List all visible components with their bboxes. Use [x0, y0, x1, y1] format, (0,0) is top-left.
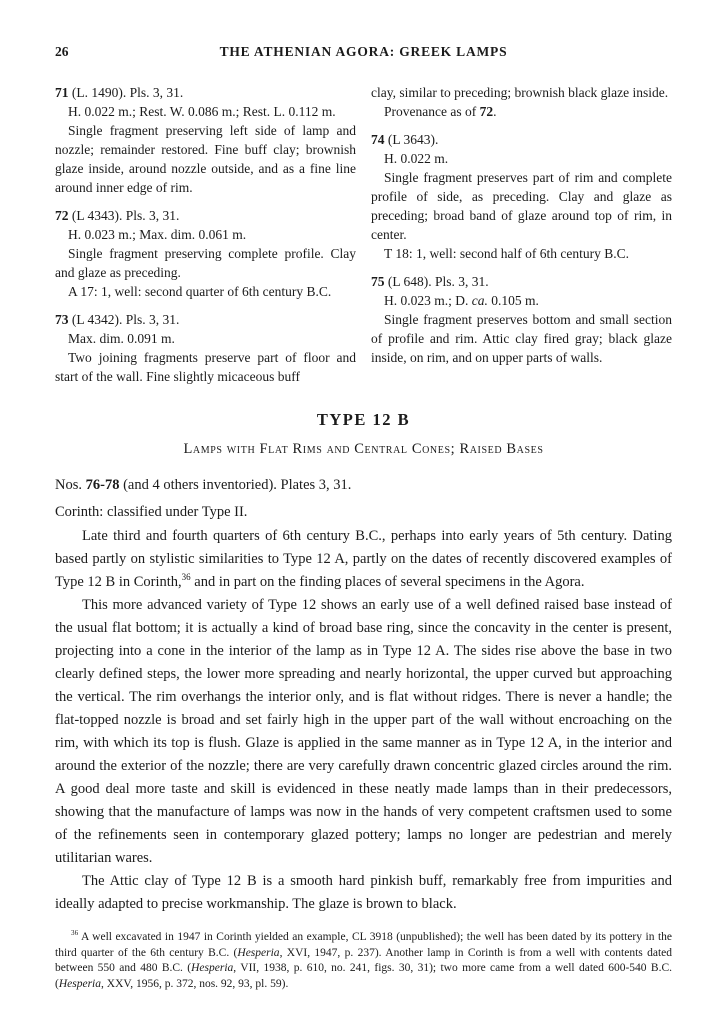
section-subtitle: Lamps with Flat Rims and Central Cones; Raised Bases: [183, 441, 544, 457]
catalog-section: [55, 83, 672, 386]
entry-heading: 75 (L 648). Pls. 3, 31.: [371, 274, 489, 289]
entry-heading: 72 (L 4343). Pls. 3, 31.: [55, 208, 180, 223]
entry-provenance: T 18: 1, well: second half of 6th century B.C.: [384, 246, 629, 261]
entry-dimensions: H. 0.023 m.; D. ca. 0.105 m.: [384, 293, 539, 308]
entry-description: Single fragment preserves bottom and small section of profile and rim. Attic clay fired gray; black glaze inside, on rim, and on upper parts of walls.: [371, 312, 672, 365]
body-paragraph-2: This more advanced variety of Type 12 shows an early use of a well defined raised base instead of the usual flat bottom; it is actually a kind of broad base ring, since the concavity in the center is present, projecting into a cone in the interior of the lamp as in Type 12 A. The sides rise above the base in two clearly defined steps, the lower more spreading and nearly horizontal, the upper curved but approaching the vertical. The rim overhangs the interior only, and is flat without ridges. There is never a handle; the flat-topped nozzle is broad and set fairly high in the upper part of the wall without encroaching on the rim, with which its top is flush. Glaze is applied in the same manner as in Type 12 A, in the interior and around the exterior of the nozzle; there are very carefully drawn concentric glazed circles around the rim. A good deal more taste and skill is evidenced in these neatly made lamps than in their predecessors, showing that the manufacture of lamps was now in the hands of very competent craftsmen used to some of the refinements seen in contemporary glazed pottery; lamps no longer are pedestrian and merely utilitarian wares.: [55, 597, 672, 866]
catalog-entry-71: [55, 83, 356, 197]
catalog-entry-72: [55, 206, 356, 301]
section-title: TYPE 12 B: [316, 410, 411, 429]
catalog-entry-75: [371, 272, 672, 367]
catalog-entry-74: [371, 130, 672, 263]
entry-dimensions: H. 0.022 m.: [384, 151, 449, 166]
entry-description: Single fragment preserves part of rim and complete profile of side, as preceding. Clay and glaze as preceding; broad band of glaze around top of rim, in center.: [371, 170, 672, 242]
catalog-column-left: [55, 83, 356, 386]
page-number: 26: [55, 44, 69, 59]
entry-dimensions: H. 0.023 m.; Max. dim. 0.061 m.: [68, 227, 247, 242]
continuation-text: clay, similar to preceding; brownish black glaze inside.: [371, 85, 669, 100]
catalog-entry-73-continuation: [371, 83, 672, 121]
nos-line: Nos. 76-78 (and 4 others inventoried). Plates 3, 31.: [55, 477, 352, 493]
entry-heading: 74 (L 3643).: [371, 132, 439, 147]
corinth-line: Corinth: classified under Type II.: [55, 504, 248, 520]
entry-dimensions: H. 0.022 m.; Rest. W. 0.086 m.; Rest. L. 0.112 m.: [68, 104, 336, 119]
entry-heading: 73 (L 4342). Pls. 3, 31.: [55, 312, 180, 327]
catalog-entry-73: [55, 310, 356, 386]
footnote-36: $^{36}$ A well excavated in 1947 in Corinth yielded an example, CL 3918 (unpublished); the well has been dated by its pottery in the third quarter of the 6th century B.C. (Hesperia, XVI, 1947, p. 237). Another lamp in Corinth is from a well with contents dated between 550 and 480 B.C. (Hesperia, VII, 1938, p. 610, no. 241, figs. 30, 31); two more came from a well dated 600-540 B.C. (Hesperia, XXV, 1956, p. 372, nos. 92, 93, pl. 59).: [55, 929, 673, 990]
entry-provenance: Provenance as of 72.: [384, 104, 497, 119]
type-12b-section: [55, 410, 672, 916]
entry-heading: 71 (L. 1490). Pls. 3, 31.: [55, 85, 184, 100]
entry-dimensions: Max. dim. 0.091 m.: [68, 331, 175, 346]
running-title: THE ATHENIAN AGORA: GREEK LAMPS: [219, 44, 508, 59]
entry-provenance: A 17: 1, well: second quarter of 6th century B.C.: [68, 284, 332, 299]
body-paragraph-3: The Attic clay of Type 12 B is a smooth hard pinkish buff, remarkably free from impurities and ideally adapted to precise workmanship. The glaze is brown to black.: [55, 873, 672, 912]
entry-description: Single fragment preserving complete profile. Clay and glaze as preceding.: [55, 246, 356, 280]
body-paragraph-1: Late third and fourth quarters of 6th century B.C., perhaps into early years of 5th century. Dating based partly on stylistic similarities to Type 12 A, partly on the dates of recently discovered examples of Type 12 B in Corinth,$^{36}$ and in part on the finding places of several specimens in the Agora.: [55, 528, 672, 590]
running-head: [55, 44, 672, 61]
catalog-column-right: [371, 83, 672, 386]
entry-description: Two joining fragments preserve part of floor and start of the wall. Fine slightly micaceous buff: [55, 350, 356, 384]
entry-description: Single fragment preserving left side of lamp and nozzle; remainder restored. Fine buff clay; brownish glaze inside, around nozzle outside, and as a fine line around inner edge of rim.: [55, 123, 356, 195]
